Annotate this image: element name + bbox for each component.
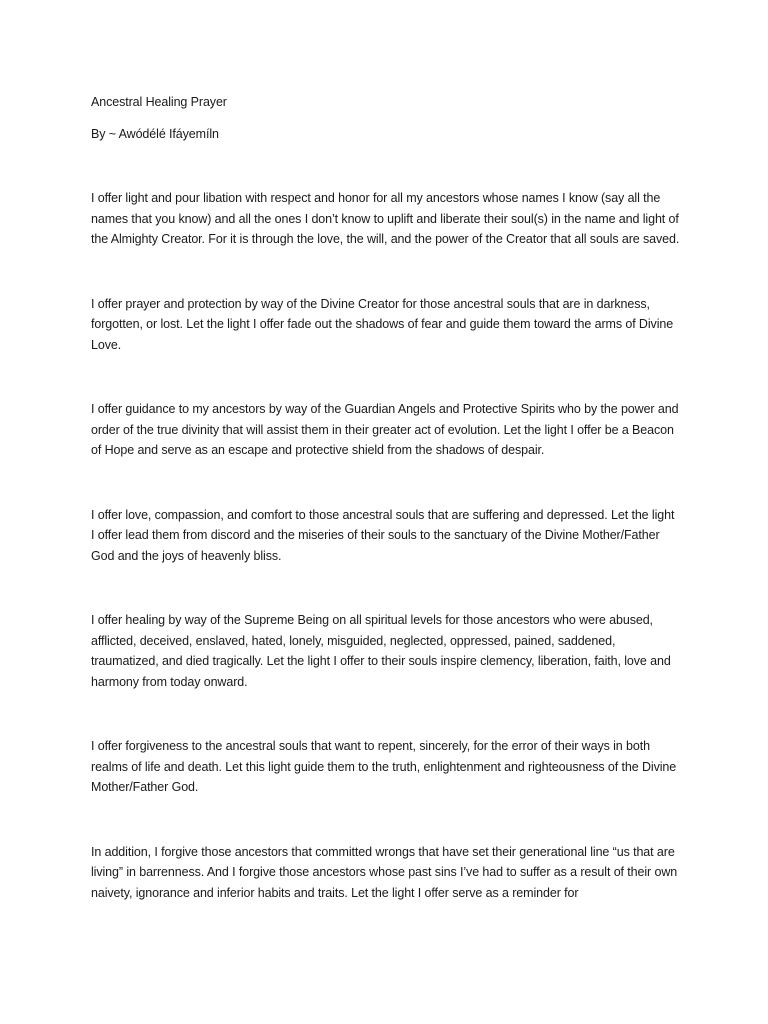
paragraph-guidance: I offer guidance to my ancestors by way of the Guardian Angels and Protective Spirits who by the power and order of the true divinity that will assist them in their greater act of evolution. Let the light I offer be a Beacon of Hope and serve as an escape and protective shield from the shadows of despair.	[91, 402, 679, 457]
paragraph-forgiveness: I offer forgiveness to the ancestral souls that want to repent, sincerely, for the error of their ways in both realms of life and death. Let this light guide them to the truth, enlightenment and righteousness of the Divine Mother/Father God.	[91, 739, 677, 794]
paragraph-healing: I offer healing by way of the Supreme Being on all spiritual levels for those ancestors who were abused, afflicted, deceived, enslaved, hated, lonely, misguided, neglected, oppressed, pained, saddened, traumatized, and died tragically. Let the light I offer to their souls inspire clemency, liberation, faith, love and harmony from today onward.	[91, 613, 671, 689]
paragraph-love-compassion: I offer love, compassion, and comfort to those ancestral souls that are suffering and depressed. Let the light I offer lead them from discord and the miseries of their souls to the sanctuary of the Divine Mother/Father God and the joys of heavenly bliss.	[91, 507, 675, 563]
document-body	[91, 92, 681, 947]
paragraph-light-libation: I offer light and pour libation with respect and honor for all my ancestors whose names I know (say all the names that you know) and all the ones I don’t know to uplift and liberate their soul(s) in the name and light of the Almighty Creator. For it is through the love, the will, and the power of the Creator that all souls are saved.	[91, 191, 680, 246]
document-byline: By ~ Awódélé Ifáyemíln	[91, 126, 219, 141]
paragraph-prayer-protection: I offer prayer and protection by way of the Divine Creator for those ancestral souls that are in darkness, forgotten, or lost. Let the light I offer fade out the shadows of fear and guide them toward the arms of Divine Love.	[91, 296, 674, 352]
paragraph-in-addition: In addition, I forgive those ancestors that committed wrongs that have set their generational line “us that are living” in barrenness. And I forgive those ancestors whose past sins I’ve had to suffer as a result of their own naivety, ignorance and inferior habits and traits. Let the light I offer serve as a reminder for	[91, 844, 678, 900]
document-title: Ancestral Healing Prayer	[91, 95, 227, 109]
